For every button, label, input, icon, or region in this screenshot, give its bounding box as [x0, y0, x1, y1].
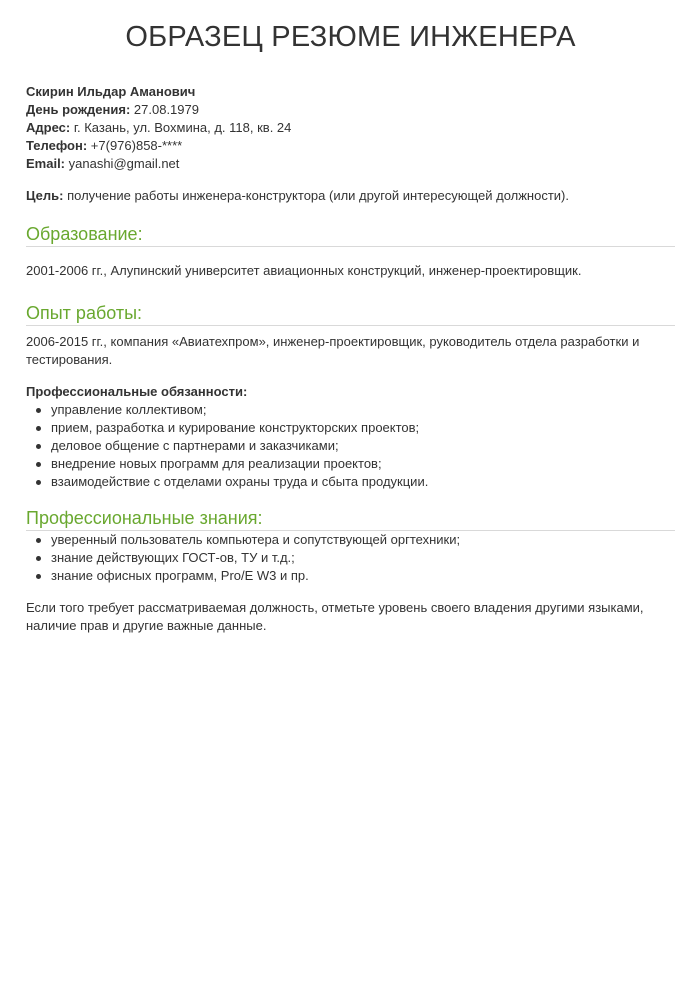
goal-label: Цель:: [26, 188, 64, 203]
duties-list: [26, 401, 675, 491]
duty-item: управление коллективом;: [51, 401, 675, 419]
duty-item: взаимодействие с отделами охраны труда и сбыта продукции.: [51, 473, 675, 491]
full-name: Скирин Ильдар Аманович: [26, 84, 196, 99]
experience-text: 2006-2015 гг., компания «Авиатехпром», инженер-проектировщик, руководитель отдела разработки и тестирования.: [26, 334, 640, 367]
closing-note: Если того требует рассматриваемая должность, отметьте уровень своего владения другими языками, наличие прав и другие важные данные.: [26, 600, 644, 633]
birth-date-line: [26, 101, 675, 119]
duty-item: внедрение новых программ для реализации проектов;: [51, 455, 675, 473]
duty-item: прием, разработка и курирование конструкторских проектов;: [51, 419, 675, 437]
address-label: Адрес:: [26, 120, 71, 135]
email-line: [26, 155, 675, 173]
goal-line: [26, 187, 675, 205]
skill-item: уверенный пользователь компьютера и сопутствующей оргтехники;: [51, 531, 675, 549]
goal-text: получение работы инженера-конструктора (или другой интересующей должности).: [67, 188, 569, 203]
skill-item: знание офисных программ, Pro/E W3 и пр.: [51, 567, 675, 585]
address-value: г. Казань, ул. Вохмина, д. 118, кв. 24: [73, 120, 292, 135]
contact-block: [26, 83, 675, 173]
email-label: Email:: [26, 156, 66, 171]
skill-item: знание действующих ГОСТ-ов, ТУ и т.д.;: [51, 549, 675, 567]
email-value: yanashi@gmail.net: [68, 156, 180, 171]
address-line: [26, 119, 675, 137]
phone-line: [26, 137, 675, 155]
phone-value: +7(976)858-****: [90, 138, 183, 153]
duties-heading: Профессиональные обязанности:: [26, 384, 248, 399]
birth-date-value: 27.08.1979: [133, 102, 199, 117]
phone-label: Телефон:: [26, 138, 88, 153]
duty-item: деловое общение с партнерами и заказчиками;: [51, 437, 675, 455]
education-heading: Образование:: [26, 223, 675, 247]
birth-date-label: День рождения:: [26, 102, 131, 117]
skills-list: [26, 531, 675, 585]
education-text: 2001-2006 гг., Алупинский университет авиационных конструкций, инженер-проектировщик.: [26, 263, 582, 278]
experience-heading: Опыт работы:: [26, 302, 675, 326]
skills-heading: Профессиональные знания:: [26, 507, 675, 531]
page-title: ОБРАЗЕЦ РЕЗЮМЕ ИНЖЕНЕРА: [125, 21, 576, 53]
